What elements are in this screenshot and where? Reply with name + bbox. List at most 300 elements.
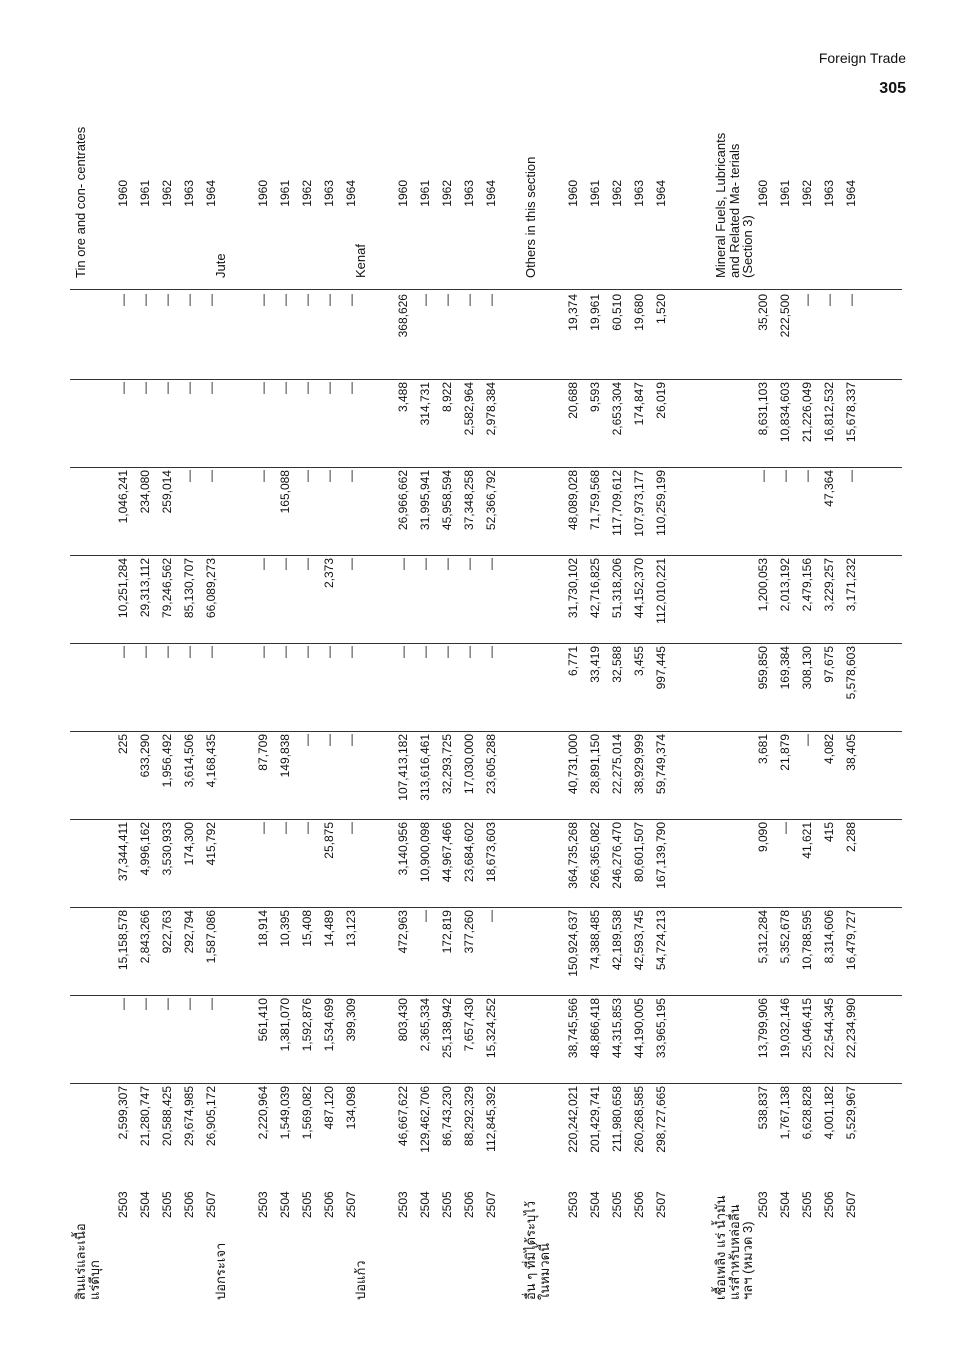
table-cell: 3,171,232 xyxy=(844,558,858,612)
table-cell: 29,674,985 xyxy=(182,1086,196,1147)
table-cell: 260,268,585 xyxy=(632,1086,646,1153)
table-cell: 129,462,706 xyxy=(418,1086,432,1153)
table-cell: — xyxy=(182,470,196,482)
table-cell: 211,980,658 xyxy=(610,1086,624,1152)
table-cell: 21,226,049 xyxy=(800,382,814,443)
english-year: 1962 xyxy=(610,180,624,207)
table-cell: 415 xyxy=(822,822,836,843)
table-cell: 19,374 xyxy=(566,294,580,331)
english-year: 1964 xyxy=(204,180,218,207)
table-cell: 2,653,304 xyxy=(610,382,624,436)
table-cell: 32,293,725 xyxy=(440,734,454,795)
table-cell: 29,313,112 xyxy=(138,558,152,618)
table-cell: 149,838 xyxy=(278,734,292,778)
table-cell: — xyxy=(278,646,292,658)
section-title: Foreign Trade xyxy=(818,50,906,66)
rotated-trade-table xyxy=(70,110,902,1300)
table-cell: — xyxy=(844,294,858,306)
table-cell: 110,259,199 xyxy=(654,470,668,536)
table-cell: 80,601,507 xyxy=(632,822,646,883)
table-cell: — xyxy=(256,822,270,834)
table-cell: — xyxy=(256,558,270,570)
table-cell: — xyxy=(256,294,270,306)
table-cell: 71,759,568 xyxy=(588,470,602,531)
table-cell: 26,905,172 xyxy=(204,1086,218,1147)
table-cell: 33,419 xyxy=(588,646,602,683)
table-cell: — xyxy=(278,382,292,394)
table-row xyxy=(440,110,460,1300)
table-cell: — xyxy=(462,294,476,306)
table-cell: — xyxy=(462,558,476,570)
table-cell: 364,735,268 xyxy=(566,822,580,889)
table-cell: 51,318,206 xyxy=(610,558,624,619)
table-cell: 25,046,415 xyxy=(800,998,814,1059)
table-cell: — xyxy=(204,470,218,482)
table-row xyxy=(138,110,158,1300)
table-cell: 44,967,466 xyxy=(440,822,454,883)
row-group-label-english: Others in this section xyxy=(523,156,538,278)
table-cell: — xyxy=(160,382,174,394)
table-cell: — xyxy=(204,998,218,1010)
table-cell: — xyxy=(418,294,432,306)
table-cell: 33,965,195 xyxy=(654,998,668,1059)
table-cell: 48,089,028 xyxy=(566,470,580,531)
table-cell: 5,312,284 xyxy=(756,910,770,964)
table-cell: — xyxy=(300,470,314,482)
table-cell: 16,812,532 xyxy=(822,382,836,443)
table-cell: 633,290 xyxy=(138,734,152,778)
table-row xyxy=(800,110,820,1300)
table-cell: — xyxy=(160,998,174,1010)
table-cell: 44,152,370 xyxy=(632,558,646,619)
table-cell: 38,405 xyxy=(844,734,858,771)
table-cell: 45,958,594 xyxy=(440,470,454,531)
table-cell: 201,429,741 xyxy=(588,1086,602,1153)
table-cell: — xyxy=(344,382,358,394)
english-year: 1963 xyxy=(182,180,196,207)
table-cell: 10,834,603 xyxy=(778,382,792,443)
table-cell: — xyxy=(344,294,358,306)
table-cell: 2,288 xyxy=(844,822,858,853)
table-cell: 37,344,411 xyxy=(116,822,130,882)
table-cell: — xyxy=(396,558,410,570)
table-row xyxy=(610,110,630,1300)
table-cell: 292,794 xyxy=(182,910,196,954)
table-row xyxy=(204,110,224,1300)
table-cell: 52,366,792 xyxy=(484,470,498,531)
english-year: 1963 xyxy=(462,180,476,207)
english-year: 1964 xyxy=(344,180,358,207)
table-cell: 1,381,070 xyxy=(278,998,292,1052)
table-cell: — xyxy=(778,470,792,482)
table-cell: 1,520 xyxy=(654,294,668,325)
english-year: 1964 xyxy=(484,180,498,207)
table-cell: 997,445 xyxy=(654,646,668,690)
table-cell: — xyxy=(182,382,196,394)
table-cell: 54,724,213 xyxy=(654,910,668,971)
table-cell: — xyxy=(462,646,476,658)
thai-year: 2506 xyxy=(182,1191,196,1218)
table-cell: — xyxy=(322,734,336,746)
table-cell: 22,275,014 xyxy=(610,734,624,795)
table-cell: — xyxy=(418,646,432,658)
table-cell: 1,592,876 xyxy=(300,998,314,1052)
table-cell: 22,234,990 xyxy=(844,998,858,1059)
english-year: 1961 xyxy=(138,180,152,207)
thai-year: 2503 xyxy=(256,1191,270,1218)
table-cell: 22,544,345 xyxy=(822,998,836,1059)
table-cell: — xyxy=(484,558,498,570)
table-cell: — xyxy=(138,294,152,306)
table-cell: 2,978,384 xyxy=(484,382,498,436)
row-group-label-thai: เชื้อเพลิง แร่ น้ำมันแร่สำหรับหล่อลื่น ฯลฯ (หมวด 3) xyxy=(713,1195,756,1300)
table-cell: 266,365,082 xyxy=(588,822,602,889)
table-cell: 959,850 xyxy=(756,646,770,690)
table-cell: 8,631,103 xyxy=(756,382,770,436)
table-cell: — xyxy=(182,998,196,1010)
table-cell: — xyxy=(322,470,336,482)
row-group-label-english: Kenaf xyxy=(353,244,368,278)
table-cell: 26,966,662 xyxy=(396,470,410,531)
table-cell: — xyxy=(800,470,814,482)
table-cell: 1,534,699 xyxy=(322,998,336,1052)
table-cell: 2,365,334 xyxy=(418,998,432,1052)
english-year: 1962 xyxy=(160,180,174,207)
thai-year: 2504 xyxy=(778,1191,792,1218)
table-cell: 17,030,000 xyxy=(462,734,476,795)
table-cell: 28,891,150 xyxy=(588,734,602,795)
table-cell: 1,587,086 xyxy=(204,910,218,964)
row-group-label-english: Tin ore and con- centrates xyxy=(73,126,88,278)
english-year: 1960 xyxy=(756,180,770,207)
table-cell: 15,324,252 xyxy=(484,998,498,1059)
table-cell: 9,090 xyxy=(756,822,770,853)
table-cell: 298,727,665 xyxy=(654,1086,668,1153)
thai-year: 2504 xyxy=(138,1191,152,1218)
thai-year: 2504 xyxy=(588,1191,602,1218)
table-cell: 172,819 xyxy=(440,910,454,954)
table-cell: 88,292,329 xyxy=(462,1086,476,1147)
table-cell: 2,582,964 xyxy=(462,382,476,436)
table-cell: 472,963 xyxy=(396,910,410,954)
table-cell: 15,158,578 xyxy=(116,910,130,971)
table-cell: 20,688 xyxy=(566,382,580,419)
row-group-label-thai: สินแร่และเนื้อแร่ดีบุก xyxy=(73,1223,102,1300)
table-row xyxy=(182,110,202,1300)
table-cell: — xyxy=(418,910,432,922)
table-cell: — xyxy=(344,646,358,658)
thai-year: 2507 xyxy=(844,1191,858,1218)
table-cell: 25,138,942 xyxy=(440,998,454,1059)
table-cell: 40,731,000 xyxy=(566,734,580,795)
table-cell: 19,680 xyxy=(632,294,646,331)
table-cell: — xyxy=(300,382,314,394)
thai-year: 2504 xyxy=(278,1191,292,1218)
table-cell: — xyxy=(300,558,314,570)
table-cell: — xyxy=(484,646,498,658)
table-cell: 15,678,337 xyxy=(844,382,858,443)
table-cell: 21,879 xyxy=(778,734,792,771)
table-cell: 16,479,727 xyxy=(844,910,858,971)
table-cell: — xyxy=(440,294,454,306)
table-row xyxy=(278,110,298,1300)
english-year: 1962 xyxy=(300,180,314,207)
thai-year: 2503 xyxy=(566,1191,580,1218)
table-cell: 246,276,470 xyxy=(610,822,624,889)
table-cell: — xyxy=(300,734,314,746)
table-cell: — xyxy=(778,822,792,834)
table-cell: — xyxy=(440,646,454,658)
table-cell: 13,123 xyxy=(344,910,358,947)
table-cell: — xyxy=(138,646,152,658)
row-group-label-thai: อื่น ๆ ที่มิได้ระบุไว้ในหมวดนี้ xyxy=(523,1200,552,1300)
table-row xyxy=(116,110,136,1300)
thai-year: 2505 xyxy=(300,1191,314,1218)
table-cell: 97,675 xyxy=(822,646,836,683)
table-cell: 23,605,288 xyxy=(484,734,498,795)
table-cell: 86,743,230 xyxy=(440,1086,454,1147)
table-cell: 46,667,622 xyxy=(396,1086,410,1147)
table-cell: — xyxy=(418,558,432,570)
table-row xyxy=(844,110,864,1300)
thai-year: 2505 xyxy=(610,1191,624,1218)
table-cell: — xyxy=(322,294,336,306)
table-cell: — xyxy=(204,294,218,306)
table-cell: 2,220,964 xyxy=(256,1086,270,1140)
english-year: 1961 xyxy=(778,180,792,207)
table-cell: 313,616,461 xyxy=(418,734,432,801)
table-cell: 59,749,374 xyxy=(654,734,668,795)
table-cell: 134,098 xyxy=(344,1086,358,1130)
table-cell: — xyxy=(440,558,454,570)
table-cell: 2,479,156 xyxy=(800,558,814,612)
table-cell: 377,260 xyxy=(462,910,476,954)
table-row xyxy=(756,110,776,1300)
row-group-label-thai: ปอกระเจา xyxy=(213,1242,228,1300)
table-cell: 112,010,221 xyxy=(654,558,668,624)
english-year: 1964 xyxy=(654,180,668,207)
table-cell: — xyxy=(138,998,152,1010)
thai-year: 2503 xyxy=(116,1191,130,1218)
table-cell: 117,709,612 xyxy=(610,470,624,536)
english-year: 1963 xyxy=(632,180,646,207)
english-year: 1961 xyxy=(588,180,602,207)
table-cell: 2,599,307 xyxy=(116,1086,130,1140)
english-year: 1960 xyxy=(116,180,130,207)
table-row xyxy=(322,110,342,1300)
table-cell: 1,549,039 xyxy=(278,1086,292,1140)
table-cell: — xyxy=(322,382,336,394)
table-cell: 47,364 xyxy=(822,470,836,507)
table-cell: 3,614,506 xyxy=(182,734,196,788)
table-cell: 3,229,257 xyxy=(822,558,836,612)
table-cell: 1,200,053 xyxy=(756,558,770,612)
thai-year: 2507 xyxy=(654,1191,668,1218)
table-cell: — xyxy=(344,822,358,834)
table-cell: 26,019 xyxy=(654,382,668,419)
table-cell: 150,924,637 xyxy=(566,910,580,977)
table-row xyxy=(344,110,364,1300)
table-cell: 225 xyxy=(116,734,130,755)
english-year: 1962 xyxy=(800,180,814,207)
table-cell: 368,626 xyxy=(396,294,410,338)
table-cell: — xyxy=(138,382,152,394)
table-row xyxy=(462,110,482,1300)
table-cell: 167,139,790 xyxy=(654,822,668,889)
table-cell: 5,578,603 xyxy=(844,646,858,700)
table-cell: 222,500 xyxy=(778,294,792,338)
table-cell: 87,709 xyxy=(256,734,270,771)
thai-year: 2507 xyxy=(484,1191,498,1218)
table-cell: 20,588,425 xyxy=(160,1086,174,1147)
table-cell: 308,130 xyxy=(800,646,814,690)
table-cell: — xyxy=(300,294,314,306)
thai-year: 2507 xyxy=(204,1191,218,1218)
table-cell: 10,900,098 xyxy=(418,822,432,883)
thai-year: 2506 xyxy=(322,1191,336,1218)
table-cell: — xyxy=(182,294,196,306)
table-cell: — xyxy=(116,998,130,1010)
table-cell: 60,510 xyxy=(610,294,624,331)
table-cell: 31,995,941 xyxy=(418,470,432,531)
table-cell: 31,730,102 xyxy=(566,558,580,619)
table-cell: 10,251,284 xyxy=(116,558,130,619)
table-cell: 4,001,182 xyxy=(822,1086,836,1140)
table-cell: 38,745,566 xyxy=(566,998,580,1059)
english-year: 1960 xyxy=(256,180,270,207)
table-cell: 35,200 xyxy=(756,294,770,331)
table-cell: 18,673,603 xyxy=(484,822,498,883)
thai-year: 2506 xyxy=(462,1191,476,1218)
thai-year: 2505 xyxy=(800,1191,814,1218)
table-cell: 1,956,492 xyxy=(160,734,174,788)
table-cell: 42,716,825 xyxy=(588,558,602,619)
table-row xyxy=(256,110,276,1300)
english-year: 1963 xyxy=(322,180,336,207)
table-cell: — xyxy=(800,294,814,306)
table-cell: 6,771 xyxy=(566,646,580,677)
table-cell: — xyxy=(344,470,358,482)
table-cell: 4,168,435 xyxy=(204,734,218,788)
thai-year: 2506 xyxy=(632,1191,646,1218)
table-cell: 44,315,853 xyxy=(610,998,624,1059)
table-cell: — xyxy=(116,382,130,394)
table-cell: 1,569,082 xyxy=(300,1086,314,1140)
table-cell: 1,046,241 xyxy=(116,470,130,524)
table-cell: 803,430 xyxy=(396,998,410,1042)
table-cell: 165,088 xyxy=(278,470,292,514)
english-year: 1960 xyxy=(566,180,580,207)
table-cell: — xyxy=(322,646,336,658)
table-cell: — xyxy=(484,910,498,922)
table-row xyxy=(566,110,586,1300)
table-cell: 4,082 xyxy=(822,734,836,765)
table-row xyxy=(778,110,798,1300)
table-cell: 3,530,933 xyxy=(160,822,174,876)
table-cell: 42,189,538 xyxy=(610,910,624,971)
table-cell: 25,875 xyxy=(322,822,336,859)
table-cell: 561,410 xyxy=(256,998,270,1042)
english-year: 1961 xyxy=(418,180,432,207)
table-row xyxy=(822,110,842,1300)
table-cell: — xyxy=(822,294,836,306)
table-cell: — xyxy=(300,822,314,834)
thai-year: 2505 xyxy=(440,1191,454,1218)
table-row xyxy=(484,110,504,1300)
table-cell: 18,914 xyxy=(256,910,270,947)
table-cell: 10,395 xyxy=(278,910,292,947)
table-cell: 37,348,258 xyxy=(462,470,476,531)
table-cell: — xyxy=(204,646,218,658)
table-cell: — xyxy=(300,646,314,658)
thai-year: 2507 xyxy=(344,1191,358,1218)
table-cell: 234,080 xyxy=(138,470,152,514)
table-cell: 107,973,177 xyxy=(632,470,646,537)
table-cell: 220,242,021 xyxy=(566,1086,580,1153)
table-cell: — xyxy=(844,470,858,482)
table-cell: 3,455 xyxy=(632,646,646,677)
table-cell: 4,996,162 xyxy=(138,822,152,876)
table-row xyxy=(588,110,608,1300)
table-cell: 922,763 xyxy=(160,910,174,954)
table-row xyxy=(632,110,652,1300)
table-cell: — xyxy=(116,646,130,658)
table-cell: — xyxy=(278,822,292,834)
table-cell: 14,489 xyxy=(322,910,336,947)
table-cell: 8,922 xyxy=(440,382,454,413)
table-cell: 314,731 xyxy=(418,382,432,426)
table-cell: — xyxy=(204,382,218,394)
table-cell: — xyxy=(344,734,358,746)
table-cell: 112,845,392 xyxy=(484,1086,498,1152)
table-cell: — xyxy=(484,294,498,306)
table-cell: 9,593 xyxy=(588,382,602,413)
english-year: 1963 xyxy=(822,180,836,207)
english-year: 1961 xyxy=(278,180,292,207)
table-cell: 169,384 xyxy=(778,646,792,690)
table-cell: 259,014 xyxy=(160,470,174,514)
english-year: 1962 xyxy=(440,180,454,207)
table-cell: 10,788,595 xyxy=(800,910,814,971)
table-cell: 5,352,678 xyxy=(778,910,792,964)
page-number: 305 xyxy=(879,80,906,97)
table-cell: — xyxy=(278,294,292,306)
table-cell: 19,032,146 xyxy=(778,998,792,1059)
table-cell: 66,089,273 xyxy=(204,558,218,619)
table-row xyxy=(300,110,320,1300)
table-cell: 174,300 xyxy=(182,822,196,866)
table-cell: 415,792 xyxy=(204,822,218,866)
table-cell: — xyxy=(756,470,770,482)
table-cell: 3,681 xyxy=(756,734,770,765)
row-group-label-english: Jute xyxy=(213,253,228,278)
table-cell: 3,488 xyxy=(396,382,410,413)
table-cell: 38,929,999 xyxy=(632,734,646,795)
table-cell: 3,140,956 xyxy=(396,822,410,876)
table-cell: 107,413,182 xyxy=(396,734,410,801)
table-cell: — xyxy=(396,646,410,658)
table-cell: 41,621 xyxy=(800,822,814,859)
table-cell: 19,961 xyxy=(588,294,602,331)
table-cell: 538,837 xyxy=(756,1086,770,1130)
table-cell: 15,408 xyxy=(300,910,314,947)
table-cell: — xyxy=(182,646,196,658)
table-cell: 487,120 xyxy=(322,1086,336,1130)
table-cell: 6,628,828 xyxy=(800,1086,814,1140)
table-cell: 399,309 xyxy=(344,998,358,1042)
table-cell: — xyxy=(256,382,270,394)
table-cell: — xyxy=(160,294,174,306)
